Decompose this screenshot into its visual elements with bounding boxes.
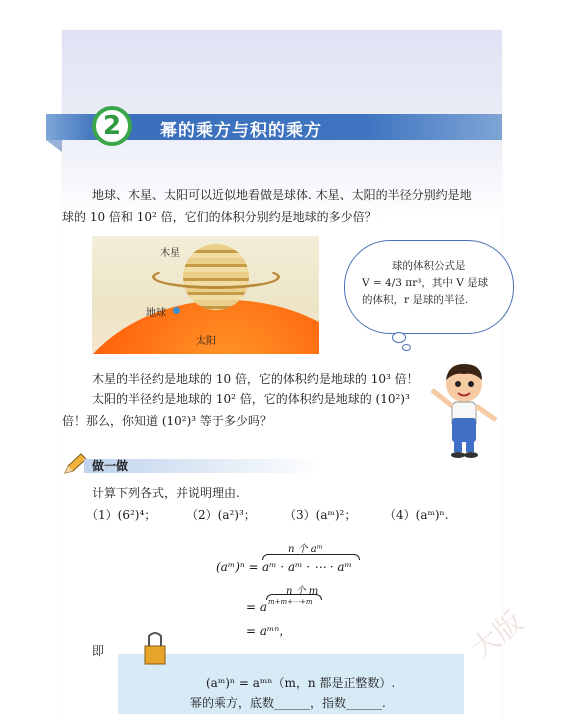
- derivation-step-3: = aᵐⁿ，: [246, 624, 292, 638]
- exercise-1: （1）(6²)⁴；: [86, 508, 157, 522]
- derivation-product: aᵐ · aᵐ · ⋯ · aᵐ: [262, 560, 352, 574]
- jupiter-ring: [152, 265, 280, 289]
- intro-paragraph: [62, 184, 502, 228]
- power-rule-formula: (aᵐ)ⁿ = aᵐⁿ（m，n 都是正整数）.: [206, 676, 396, 690]
- derivation-lhs: (aᵐ)ⁿ =: [216, 560, 259, 574]
- answer-line-3: 倍！那么，你知道 (10²)³ 等于多少吗？: [62, 414, 272, 428]
- cloud-bubble-dot: [392, 332, 406, 343]
- section-bar-tail: [46, 140, 62, 152]
- exercise-3: （3）(aᵐ)²；: [284, 508, 357, 522]
- answer-paragraph: [62, 388, 424, 432]
- brace-label-2: n 个 m: [286, 586, 319, 597]
- activity-title: 做一做: [92, 459, 129, 473]
- answer-line-2: 太阳的半径约是地球的 10² 倍，它的体积约是地球的 (10²)³: [92, 392, 410, 406]
- derivation-step-2: = a: [246, 600, 268, 614]
- brace-label-1: n 个 aᵐ: [288, 544, 323, 555]
- cloud-bubble-dot: [402, 344, 411, 351]
- power-rule-statement: 幂的乘方，底数______，指数______.: [190, 696, 386, 710]
- intro-line-1: 地球、木星、太阳可以近似地看做是球体. 木星、太阳的半径分别约是地: [92, 188, 472, 202]
- label-earth: 地球: [146, 308, 166, 319]
- cloud-line-2: V = 4/3 πr³，其中 V 是球: [362, 277, 489, 289]
- cloud-line-3: 的体积，r 是球的半径.: [362, 294, 469, 306]
- label-jupiter: 木星: [160, 248, 180, 259]
- cartoon-boy-illustration: [424, 360, 504, 460]
- exercise-4: （4）(aᵐ)ⁿ.: [384, 508, 449, 522]
- cloud-line-1: 球的体积公式是: [392, 260, 466, 272]
- volume-formula-note: [362, 258, 502, 309]
- section-title: 幂的乘方与积的乘方: [160, 121, 322, 141]
- exercise-2: （2）(a²)³；: [186, 508, 256, 522]
- derivation-exponent: m+m+⋯+m: [268, 598, 313, 606]
- section-number: 2: [92, 106, 132, 146]
- watermark: 大版: [464, 604, 530, 666]
- activity-header: [62, 452, 362, 478]
- intro-line-2: 球的 10 倍和 10² 倍，它们的体积分别约是地球的多少倍？: [62, 210, 377, 224]
- label-sun: 太阳: [196, 336, 216, 347]
- answer-line-1: 木星的半径约是地球的 10 倍，它的体积约是地球的 10³ 倍！: [92, 372, 419, 386]
- ji-label: 即: [92, 644, 105, 658]
- activity-instruction: 计算下列各式，并说明理由.: [92, 486, 240, 500]
- earth-dot: [173, 307, 180, 314]
- binder-clip-icon: [142, 632, 168, 666]
